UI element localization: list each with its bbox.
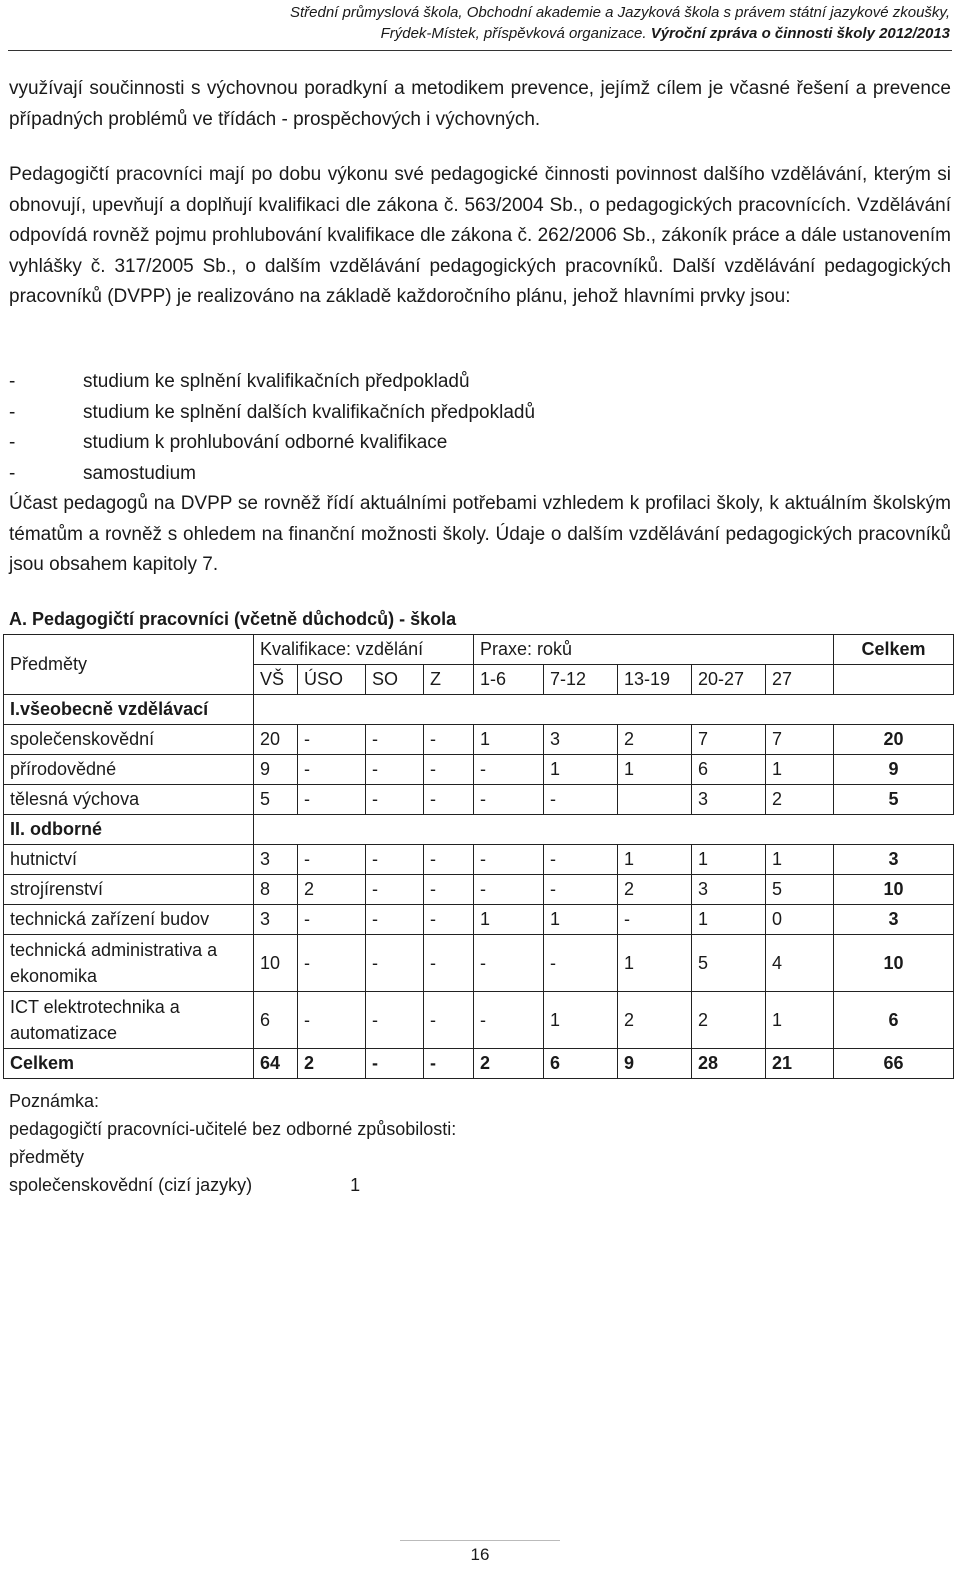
value-cell: 1 — [474, 725, 544, 755]
list-item: - samostudium — [9, 462, 196, 484]
value-cell: 9 — [254, 755, 298, 785]
total-cell: 66 — [834, 1049, 954, 1079]
value-cell: 64 — [254, 1049, 298, 1079]
value-cell: - — [366, 905, 424, 935]
subject-cell: tělesná výchova — [4, 785, 254, 815]
value-cell: - — [544, 935, 618, 992]
value-cell: 3 — [692, 785, 766, 815]
value-cell: 2 — [618, 992, 692, 1049]
value-cell: - — [474, 875, 544, 905]
value-cell: - — [366, 875, 424, 905]
header-line-1: Střední průmyslová škola, Obchodní akademie a Jazyková škola s právem státní jazykové zkoušky, — [289, 4, 950, 21]
section-title: A. Pedagogičtí pracovníci (včetně důchodců) - škola — [9, 609, 457, 629]
value-cell: 3 — [692, 875, 766, 905]
value-cell — [618, 785, 692, 815]
value-cell: - — [366, 992, 424, 1049]
value-cell: - — [424, 992, 474, 1049]
value-cell: - — [424, 905, 474, 935]
value-cell: - — [298, 992, 366, 1049]
value-cell: 3 — [254, 905, 298, 935]
value-cell: - — [474, 992, 544, 1049]
table-row — [4, 845, 954, 875]
table-row — [4, 785, 954, 815]
value-cell: 4 — [766, 935, 834, 992]
value-cell: 1 — [766, 755, 834, 785]
value-cell: 5 — [766, 875, 834, 905]
value-cell: 2 — [298, 1049, 366, 1079]
value-cell: 2 — [298, 875, 366, 905]
value-cell: - — [474, 845, 544, 875]
staff-table — [3, 634, 954, 1079]
value-cell: - — [424, 1049, 474, 1079]
value-cell: - — [366, 845, 424, 875]
value-cell: - — [424, 935, 474, 992]
subject-cell: společenskovědní — [4, 725, 254, 755]
category-row — [4, 815, 954, 845]
subject-cell: přírodovědné — [4, 755, 254, 785]
value-cell: 1 — [618, 755, 692, 785]
value-cell: - — [298, 845, 366, 875]
table-row — [4, 992, 954, 1049]
note-line-2: předměty — [9, 1147, 85, 1167]
total-cell: 10 — [834, 935, 954, 992]
value-cell: 5 — [692, 935, 766, 992]
value-cell: 1 — [544, 992, 618, 1049]
value-cell: 2 — [766, 785, 834, 815]
value-cell: 1 — [618, 935, 692, 992]
paragraph-participation: Účast pedagogů na DVPP se rovněž řídí aktuálními potřebami vzhledem k profilaci školy, k aktuálním školským tématům a rovněž s ohledem na finanční možnosti školy. Údaje o dalším vzdělávání pedagogických pracovníků jsou obsahem kapitoly 7. — [9, 493, 951, 575]
value-cell: - — [298, 905, 366, 935]
header-divider — [8, 50, 952, 51]
value-cell: 1 — [766, 845, 834, 875]
subject-cell: ICT elektrotechnika a automatizace — [4, 992, 254, 1049]
value-cell: 1 — [544, 905, 618, 935]
value-cell: 6 — [544, 1049, 618, 1079]
paragraph-further-education: Pedagogičtí pracovníci mají po dobu výkonu své pedagogické činnosti povinnost dalšího vzdělávání, kterým si obnovují, upevňují a doplňují kvalifikaci dle zákona č. 563/2004 Sb., o pedagogických pracovnících. Vzdělávání odpovídá rovněž pojmu prohlubování kvalifikace dle zákona č. 262/2006 Sb., zákoník práce a dále ustanovením vyhlášky č. 317/2005 Sb., o dalším vzdělávání pedagogických pracovníků. Další vzdělávání pedagogických pracovníků (DVPP) je realizováno na základě každoročního plánu, jehož hlavními prvky jsou: — [9, 164, 951, 307]
paragraph-prevention: využívají součinnosti s výchovnou poradkyní a metodikem prevence, jejímž cílem je včasné řešení a prevence případných problémů ve třídách - prospěchových i výchovných. — [9, 78, 951, 130]
value-cell: 1 — [618, 845, 692, 875]
value-cell: - — [424, 755, 474, 785]
total-cell: 6 — [834, 992, 954, 1049]
value-cell: - — [298, 755, 366, 785]
value-cell: 7 — [766, 725, 834, 755]
note-line-3: společenskovědní (cizí jazyky) 1 — [9, 1175, 361, 1195]
total-cell: 20 — [834, 725, 954, 755]
total-cell: 10 — [834, 875, 954, 905]
subject-cell: hutnictví — [4, 845, 254, 875]
table-note — [9, 1087, 456, 1199]
subject-cell: technická administrativa a ekonomika — [4, 935, 254, 992]
value-cell: 3 — [544, 725, 618, 755]
table-row — [4, 875, 954, 905]
value-cell: 20 — [254, 725, 298, 755]
value-cell: - — [424, 875, 474, 905]
total-cell: 9 — [834, 755, 954, 785]
total-cell: 3 — [834, 845, 954, 875]
table-row — [4, 725, 954, 755]
table-header-row — [4, 635, 954, 665]
header-line-2 — [290, 23, 950, 44]
value-cell: 1 — [474, 905, 544, 935]
value-cell: 2 — [474, 1049, 544, 1079]
value-cell: 1 — [692, 905, 766, 935]
value-cell: - — [474, 785, 544, 815]
page-header — [290, 2, 950, 44]
header-organization: Frýdek-Místek, příspěvková organizace. — [380, 25, 651, 42]
value-cell: - — [424, 785, 474, 815]
value-cell: - — [366, 935, 424, 992]
value-cell: 3 — [254, 845, 298, 875]
value-cell: 2 — [692, 992, 766, 1049]
header-practice: Praxe: roků — [474, 635, 834, 665]
category-vocational: II. odborné — [4, 815, 254, 845]
table-row — [4, 935, 954, 992]
value-cell: 5 — [254, 785, 298, 815]
value-cell: - — [544, 785, 618, 815]
value-cell: 8 — [254, 875, 298, 905]
value-cell: 21 — [766, 1049, 834, 1079]
subject-cell: technická zařízení budov — [4, 905, 254, 935]
value-cell: - — [424, 725, 474, 755]
header-subjects: Předměty — [4, 635, 254, 695]
value-cell: - — [298, 725, 366, 755]
value-cell: 10 — [254, 935, 298, 992]
value-cell: 2 — [618, 725, 692, 755]
value-cell: 28 — [692, 1049, 766, 1079]
value-cell: 2 — [618, 875, 692, 905]
table-subheader-row: VŠ ÚSO SO Z 1-6 7-12 13-19 20-27 27 — [4, 665, 954, 695]
note-line-1: pedagogičtí pracovníci-učitelé bez odborné způsobilosti: — [9, 1119, 457, 1139]
value-cell: - — [618, 905, 692, 935]
value-cell: - — [366, 755, 424, 785]
table-row — [4, 905, 954, 935]
header-report-title: Výroční zpráva o činnosti školy 2012/2013 — [650, 25, 950, 42]
header-total: Celkem — [834, 635, 954, 665]
subject-cell: strojírenství — [4, 875, 254, 905]
category-general: I.všeobecně vzdělávací — [4, 695, 254, 725]
page-number: 16 — [470, 1545, 490, 1564]
header-qualification: Kvalifikace: vzdělání — [254, 635, 474, 665]
list-item: - studium ke splnění dalších kvalifikačních předpokladů — [9, 401, 536, 423]
list-item: - studium k prohlubování odborné kvalifikace — [9, 432, 448, 453]
value-cell: 1 — [766, 992, 834, 1049]
dvpp-elements-list — [9, 367, 535, 489]
value-cell: 6 — [692, 755, 766, 785]
value-cell: - — [544, 845, 618, 875]
total-cell: 5 — [834, 785, 954, 815]
value-cell: - — [366, 785, 424, 815]
value-cell: 6 — [254, 992, 298, 1049]
value-cell: 1 — [544, 755, 618, 785]
value-cell: - — [474, 755, 544, 785]
category-row — [4, 695, 954, 725]
value-cell: - — [474, 935, 544, 992]
value-cell: 7 — [692, 725, 766, 755]
value-cell: 9 — [618, 1049, 692, 1079]
subject-cell: Celkem — [4, 1049, 254, 1079]
value-cell: - — [298, 935, 366, 992]
value-cell: - — [366, 725, 424, 755]
table-sum-row — [4, 1049, 954, 1079]
table-row — [4, 755, 954, 785]
value-cell: - — [544, 875, 618, 905]
total-cell: 3 — [834, 905, 954, 935]
value-cell: - — [298, 785, 366, 815]
value-cell: - — [366, 1049, 424, 1079]
note-label: Poznámka: — [9, 1091, 100, 1111]
footer-divider — [400, 1540, 560, 1541]
value-cell: 0 — [766, 905, 834, 935]
list-item: - studium ke splnění kvalifikačních předpokladů — [9, 371, 470, 392]
value-cell: 1 — [692, 845, 766, 875]
value-cell: - — [424, 845, 474, 875]
